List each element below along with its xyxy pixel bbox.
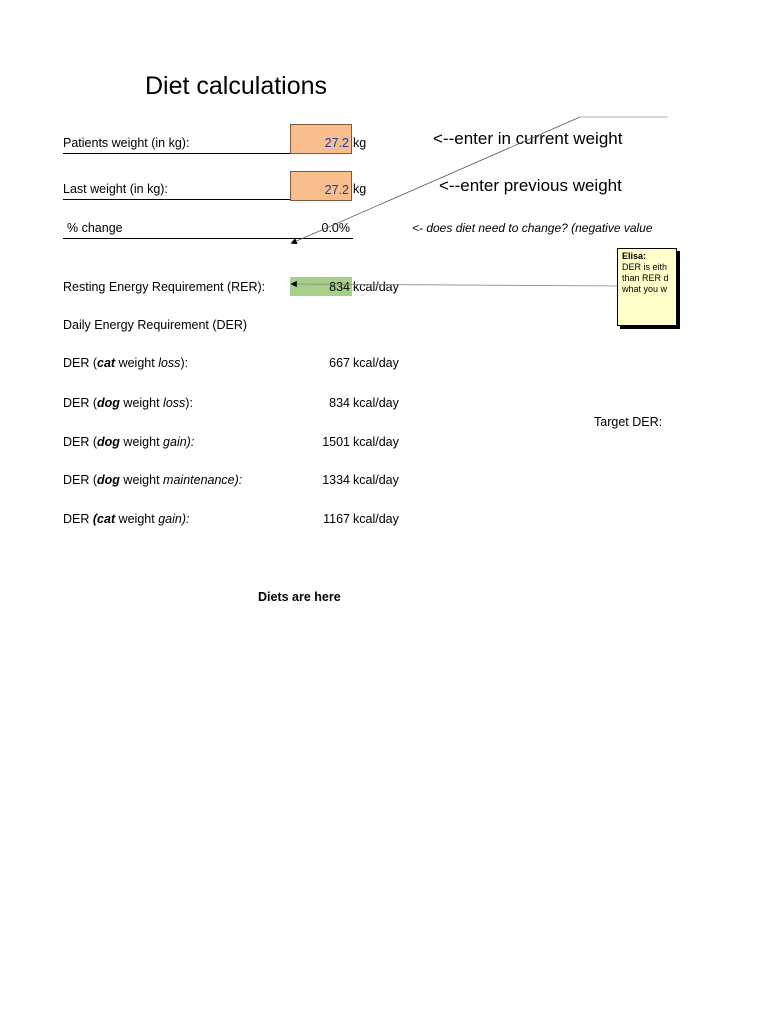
der-cat-loss-unit: kcal/day xyxy=(353,356,399,370)
target-der-label: Target DER: xyxy=(594,415,663,429)
last-weight-label: Last weight (in kg): xyxy=(63,182,290,200)
previous-weight-hint: <--enter previous weight xyxy=(439,176,622,195)
der-dog-gain-unit: kcal/day xyxy=(353,435,399,449)
rer-unit: kcal/day xyxy=(353,280,399,294)
der-cat-loss-value: 667 xyxy=(329,356,350,370)
pct-change-value: 0.0% xyxy=(321,221,350,235)
comment-line-2: than RER d xyxy=(622,273,669,283)
der-cat-loss-label: DER (cat weight loss): xyxy=(63,356,189,370)
diet-change-hint: <- does diet need to change? (negative value xyxy=(412,221,653,235)
rer-comment-arrow xyxy=(292,284,617,286)
rer-value: 834 xyxy=(290,277,352,296)
der-dog-maintenance-value: 1334 xyxy=(322,473,350,487)
der-header: Daily Energy Requirement (DER) xyxy=(63,318,248,332)
last-weight-input[interactable]: 27.2 xyxy=(290,171,352,201)
comment-line-1: DER is eith xyxy=(622,262,668,272)
rer-label: Resting Energy Requirement (RER): xyxy=(63,280,266,294)
der-dog-maintenance-unit: kcal/day xyxy=(353,473,399,487)
patients-weight-input[interactable]: 27.2 xyxy=(290,124,352,154)
last-weight-unit: kg xyxy=(353,182,367,196)
weight-comment-arrow xyxy=(292,117,580,243)
comment-line-3: what you w xyxy=(622,284,668,294)
diets-link[interactable]: Diets are here xyxy=(258,590,341,604)
der-dog-maintenance-label: DER (dog weight maintenance): xyxy=(63,473,243,487)
der-cat-gain-unit: kcal/day xyxy=(353,512,399,526)
der-dog-loss-label: DER (dog weight loss): xyxy=(63,396,193,410)
der-dog-gain-value: 1501 xyxy=(322,435,350,449)
current-weight-hint: <--enter in current weight xyxy=(433,129,623,148)
der-dog-gain-label: DER (dog weight gain): xyxy=(63,435,195,449)
der-cat-gain-label: DER (cat weight gain): xyxy=(63,512,190,526)
comment-author: Elisa: xyxy=(622,251,647,261)
der-cat-gain-value: 1167 xyxy=(323,512,350,526)
der-dog-loss-unit: kcal/day xyxy=(353,396,399,410)
pct-change-label: % change xyxy=(63,221,353,239)
patients-weight-unit: kg xyxy=(353,136,367,150)
patients-weight-label: Patients weight (in kg): xyxy=(63,136,290,154)
der-dog-loss-value: 834 xyxy=(329,396,350,410)
page-title: Diet calculations xyxy=(145,72,328,100)
